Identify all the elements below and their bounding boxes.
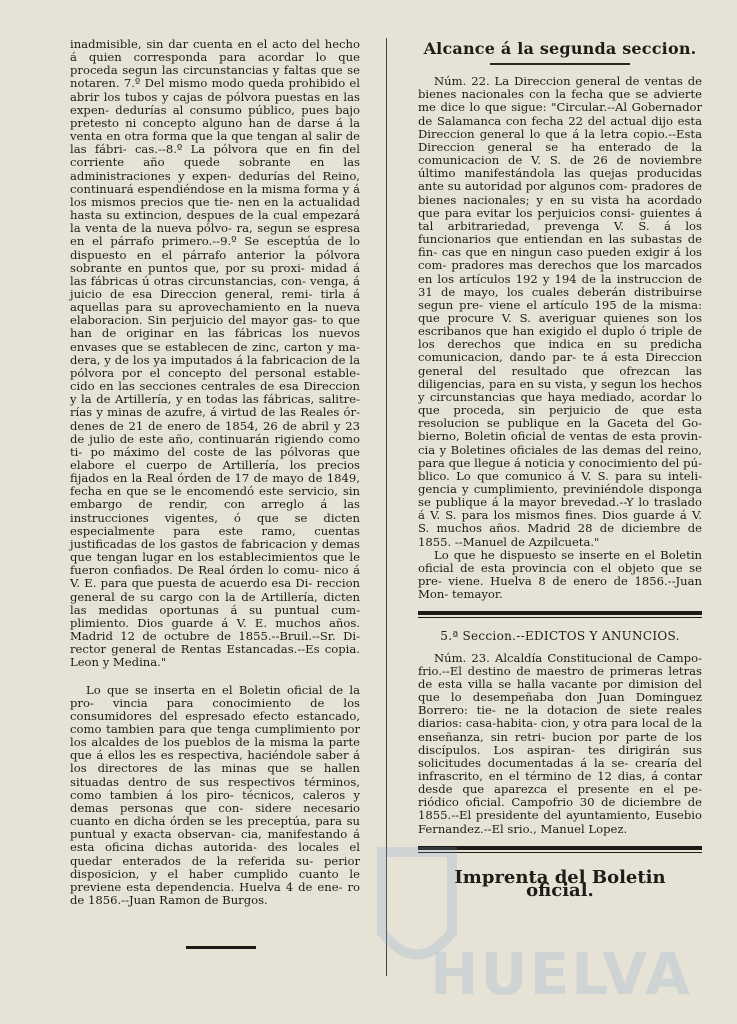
text-line: bienes nacionales con la fecha que se advierte me xyxy=(418,87,702,115)
text-line: Lo que se inserta en el Boletin oficial de la pro- xyxy=(70,682,360,710)
text-line: el cuerpo de Artillería, los precios fijados en la xyxy=(70,458,361,486)
double-rule-bottom xyxy=(418,617,702,618)
text-line: para que tenga cumplimiento por los alcaldes de xyxy=(70,721,361,750)
text-line: julio de este año, continuarán rigiendo como ti- xyxy=(70,431,361,459)
text-line: --Manuel de Azpilcueta." xyxy=(454,534,600,549)
text-line: nueva elaboracion. Sin perjuicio del mayor gas- xyxy=(70,300,361,328)
text-line: ni concepto alguno han de darse á la venta en xyxy=(70,115,360,144)
text-line: la pólvora por el concepto del personal estable- xyxy=(70,352,361,380)
text-line: de la cual empezará la venta de la nueva pólvo- xyxy=(70,208,361,236)
text-line: te á esta Direccion general del resultado que xyxy=(418,350,703,378)
text-line: esta resolucion se publique en la Gaceta del Go- xyxy=(418,403,702,431)
text-line: los hechos y circunstancias que haya mediado, xyxy=(418,376,702,404)
text-line: artículos 192 y 194 de la instruccion de 31 de xyxy=(418,271,702,299)
text-line: 26 de noviembre último manifestándola las quejas xyxy=(418,153,703,181)
text-line: cido en las secciones centrales de esa Direccion xyxy=(70,379,360,394)
text-line: dera, y de los ya imputados á la fabricacion de xyxy=(70,352,346,367)
text-line: dedurías del Reino, continuará espendiéndose en xyxy=(70,168,360,196)
left-paragraph-insertion xyxy=(70,684,360,908)
left-paragraph-decree xyxy=(70,38,360,670)
text-line: la misma forma y á los mismos precios que tie- xyxy=(70,181,360,209)
column-divider xyxy=(386,38,387,976)
text-line: acordado que para evitar los perjuicios consi- xyxy=(418,192,703,220)
text-line: á V. S. para los mismos fines. Dios guarde á V. S. xyxy=(418,508,702,536)
text-line: 7.º Del mismo modo queda prohibido el abrir xyxy=(70,76,360,104)
text-line: oficial de esta provincia con el objeto que se pre- xyxy=(418,560,702,589)
text-line: indica en su predicha comunicacion, dando par- xyxy=(418,337,702,365)
text-line: ra, segun se espresa en el párrafo primero.--9.º xyxy=(70,221,361,249)
footer-rule-bottom xyxy=(418,852,702,853)
text-line: cas.--8.º La pólvora que en fin del corriente año xyxy=(70,142,360,170)
text-line: blico. Lo que comunico á V. S. para su inteli- xyxy=(418,468,702,483)
text-line: rendir, con arreglo á las instrucciones vigentes, xyxy=(70,497,360,525)
text-line: guientes á tal arbitrariedad, prevenga V. S. á los xyxy=(418,205,702,233)
text-line: Núm. 23. Alcaldía Constitucional de Campo- xyxy=(434,650,702,665)
text-line: reccion general de su cargo con la de Artillería, xyxy=(70,576,361,604)
text-line: se publique á la mayor brevedad.--Y lo traslado xyxy=(418,495,702,510)
text-line: respectiva, haciéndole saber á los directores de xyxy=(70,748,360,776)
text-line: tes dirigirán sus solicitudes documentadas á la se- xyxy=(418,742,703,770)
text-line: esta villa se halla vacante por dimision del que lo xyxy=(418,676,702,705)
text-line: la pólvora sobrante en puntos que, por su proxi- xyxy=(70,247,360,275)
text-line: sidere necesario cuanto en dicha órden se les xyxy=(70,800,361,829)
left-end-rule xyxy=(186,946,256,949)
text-line: bucion por parte de los discípulos. Los aspiran- xyxy=(418,729,703,757)
text-line: Fernandez.--El srio., Manuel Lopez. xyxy=(418,821,628,836)
text-line: muchos años. Madrid 28 de diciembre de 1855. xyxy=(418,521,702,549)
double-rule-top xyxy=(418,611,702,615)
text-line: segun las circunstancias y faltas que se notaren. xyxy=(70,63,360,91)
text-line: quede sobrante en las administraciones y expen- xyxy=(70,155,361,183)
text-line: dedurías al consumo público, pues bajo pretesto xyxy=(70,102,360,130)
text-line: nico á V. E. para que puesta de acuerdo esa Di- xyxy=(70,563,360,591)
text-line: temayor. xyxy=(451,587,503,602)
text-line: plimiento. Dios guarde á V. E. muchos años. xyxy=(70,615,360,630)
text-line: cia, manifestando á esta oficina dichas autorida- xyxy=(70,827,360,855)
text-line: perior disposicion, y el haber cumplido cuanto xyxy=(70,853,360,881)
text-line: cion, y otra para local de la enseñanza, sin retri- xyxy=(418,716,702,744)
text-line: tirla á aquellas para su aprovechamiento en la xyxy=(70,286,361,315)
left-column xyxy=(70,38,360,907)
text-line: Núm. 22. La Direccion general de ventas de xyxy=(434,74,702,89)
text-line: dicten las medidas oportunas á su puntual cum- xyxy=(70,589,361,617)
text-line: otra forma que la que tengan al salir de las fábri- xyxy=(70,129,360,157)
heading-rule xyxy=(490,63,630,65)
right-column xyxy=(418,39,703,901)
text-line: viene. Huelva 8 de enero de 1856.--Juan Mon- xyxy=(418,574,702,602)
section-heading-edictos: 5.ª Seccion.--EDICTOS Y ANUNCIOS. xyxy=(440,629,680,644)
text-line: nen en la actualidad hasta su extincion, despues xyxy=(70,194,360,223)
text-line: viene el artículo 195 de la misma: que procure xyxy=(418,297,702,325)
section-heading-alcance: Alcance á la segunda seccion. xyxy=(423,39,697,58)
text-line: inadmisible, sin dar cuenta en el acto del hecho xyxy=(70,37,360,51)
text-line: se ha enterado de la comunicacion de V. S. de xyxy=(418,139,703,168)
text-line: midad á las fábricas ú otras circunstancias, con- xyxy=(70,260,360,288)
text-line: han exigido el duplo ó triple de los derechos que xyxy=(418,324,702,352)
text-line: Lo que he dispuesto se inserte en el Boletin xyxy=(434,547,702,562)
text-line: Leon y Medina." xyxy=(70,655,167,670)
text-line: ó que se dicten especialmente para este ramo, xyxy=(70,510,361,538)
text-line: V. S. averiguar quienes son los escribanos que xyxy=(418,310,702,339)
text-line: cia y Boletines oficiales de las demas del reino, xyxy=(418,442,702,457)
text-line: ro de 1856.--Juan Ramon de Burgos. xyxy=(70,879,360,907)
text-line: gencia y cumplimiento, previniéndole disponga xyxy=(418,482,702,496)
text-line: preceptúa, para su puntual y exacta observan- xyxy=(70,814,360,842)
text-line: pradores mas derechos que los marcados en los xyxy=(418,258,702,286)
text-line: envases que se establecen de zinc, carton y ma- xyxy=(70,339,360,354)
right-paragraph-campofrio xyxy=(418,652,702,836)
text-line: crearía del infrascrito, en el término de 12 dias, xyxy=(418,755,702,783)
text-line: des locales el quedar enterados de la referida su- xyxy=(70,840,360,868)
text-line: bierno, Boletin oficial de ventas de esta provin- xyxy=(418,429,702,444)
right-paragraph-huelva xyxy=(418,549,702,602)
text-line: venga, á juicio de esa Direccion general, remi- xyxy=(70,273,361,301)
text-line: rector general de Rentas Estancadas.--Es copia. xyxy=(70,642,360,657)
text-line: po máximo del coste de las pólvoras que elabore xyxy=(70,444,360,472)
text-line: ofrezcan las diligencias, para en su vista, y segun xyxy=(418,363,702,391)
text-line: los pueblos de la misma la parte que á ellos les es xyxy=(70,735,360,763)
text-line: Se esceptúa de lo dispuesto en el párrafo anterior xyxy=(70,234,360,262)
text-line: á contar desde que aparezca el presente en el pe- xyxy=(418,768,703,797)
text-line: respectivos términos, como tambien á los piro- xyxy=(70,774,360,802)
text-line: las minas que se hallen situadas dentro de sus xyxy=(70,761,360,789)
text-line: funcionarios que entiendan en las subastas de fin- xyxy=(418,232,702,260)
text-line: Real órden de 17 de mayo de 1849, fecha en que xyxy=(70,471,360,499)
text-line: to que han de originar en las fábricas los nuevos xyxy=(70,313,360,341)
text-line: y la de Artillería, y en todas las fábricas, salitre- xyxy=(70,392,360,407)
text-line: los tubos y cajas de pólvora puestas en las expen- xyxy=(70,89,360,117)
text-line: rías y minas de azufre, á virtud de las Reales ór- xyxy=(70,405,360,420)
text-line: riódico oficial. Campofrio 30 de diciembre de xyxy=(418,795,702,810)
text-line: frio.--El destino de maestro de primeras letras de xyxy=(418,663,702,691)
text-line: denes de 21 de enero de 1854, 26 de abril y 23 de xyxy=(70,418,360,446)
right-paragraph-circular xyxy=(418,75,702,549)
text-line: acordar lo que proceda, sin perjuicio de que xyxy=(418,389,702,418)
text-line: lo que á la letra copio.--Esta Direccion general xyxy=(418,126,702,154)
footer-rule-top xyxy=(418,846,702,850)
text-line: demas que tengan lugar en los establecimientos xyxy=(70,536,360,565)
text-line: vincia para conocimiento de los consumidores xyxy=(70,695,361,723)
text-line: 1855.--El presidente del ayuntamiento, Eusebio xyxy=(418,808,702,823)
text-line: ne la dotacion de siete reales diarios: casa-habita- xyxy=(418,703,702,731)
text-line: se le encomendó este servicio, sin embargo de xyxy=(70,484,361,512)
printer-footer: Imprenta del Boletin oficial. xyxy=(454,866,666,901)
text-line: mayo, los cuales deberán distribuirse segun pre- xyxy=(418,284,702,312)
text-line: le previene esta dependencia. Huelva 4 de ene- xyxy=(70,866,360,894)
text-line: "Circular.--Al Gobernador de Salamanca con xyxy=(418,100,703,128)
text-line: para que llegue á noticia y conocimiento del pú- xyxy=(418,455,702,470)
text-line: fecha 22 del actual dijo esta Direccion general xyxy=(418,113,702,141)
text-line: técnicos, caleros y demas personas que con- xyxy=(70,787,361,815)
text-line: cuentas justificadas de los gastos de fabricacion y xyxy=(70,523,361,551)
text-line: del espresado efecto estancado, como tambien xyxy=(70,708,360,736)
text-line: producidas ante su autoridad por algunos com- xyxy=(418,166,703,194)
text-line: cas que en ningun caso pueden exigir á los com- xyxy=(418,245,703,273)
text-line: Madrid 12 de octubre de 1855.--Bruil.--Sr. Di- xyxy=(70,629,360,644)
text-line: que le fueron confiados. De Real órden lo comu- xyxy=(70,550,360,578)
watermark-text: HUELVA xyxy=(430,940,693,1008)
text-line: pradores de bienes nacionales; y en su vista ha xyxy=(418,179,703,207)
text-line: desempeñaba don Juan Dominguez Borrero: tie- xyxy=(418,690,703,718)
text-line: á quien corresponda para acordar lo que proceda xyxy=(70,50,360,78)
text-line: dice lo que sigue: xyxy=(440,100,547,115)
